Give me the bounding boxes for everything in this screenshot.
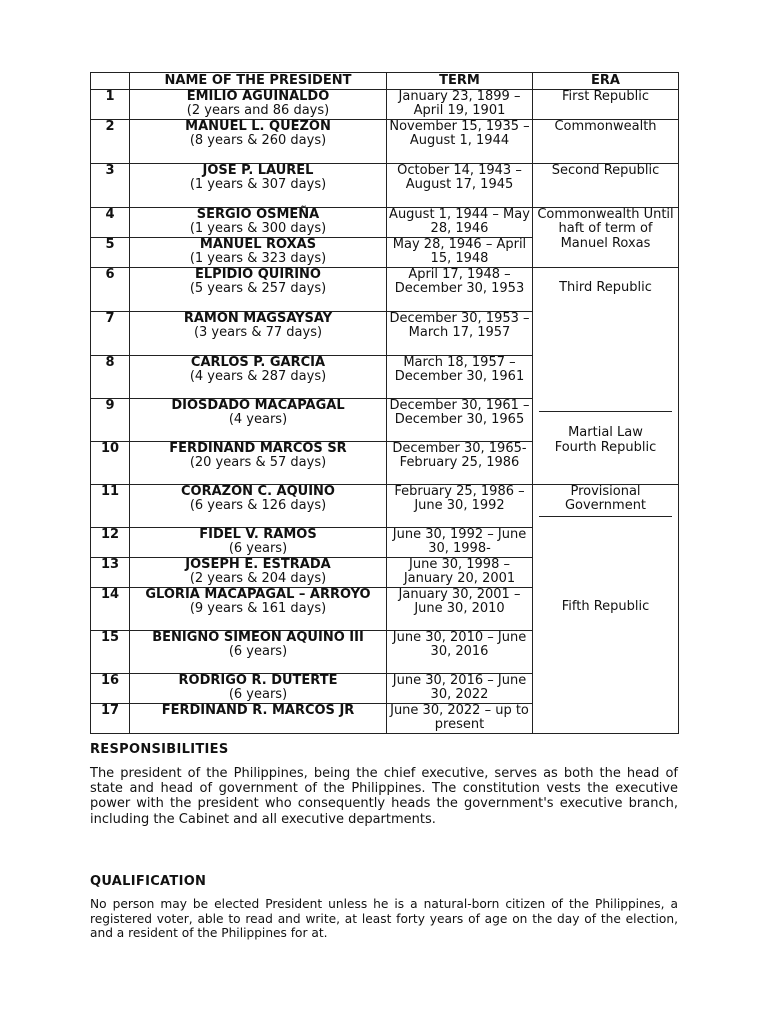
term-cell: February 25, 1986 – June 30, 1992	[387, 484, 533, 527]
qualification-paragraph: No person may be elected President unless he is a natural-born citizen of the Philippines, a registered voter, able to read and write, at least forty years of age on the day of the election, and a resident of the Philippines for at.	[90, 897, 678, 940]
table-row	[91, 267, 679, 311]
era-divider	[539, 516, 672, 517]
term-cell: May 28, 1946 – April 15, 1948	[387, 237, 533, 267]
term-cell: June 30, 1998 – January 20, 2001	[387, 557, 533, 587]
term-duration: (1 years & 300 days)	[189, 221, 327, 236]
president-cell	[130, 441, 387, 484]
president-cell	[130, 703, 387, 733]
president-name: DIOSDADO MACAPAGAL	[171, 397, 345, 413]
president-name: GLORIA MACAPAGAL – ARROYO	[145, 586, 371, 602]
term-cell: December 30, 1961 – December 30, 1965	[387, 398, 533, 441]
term-cell: June 30, 1992 – June 30, 1998-	[387, 527, 533, 557]
row-number: 8	[91, 355, 130, 398]
era-fifth-republic: Fifth Republic	[561, 598, 650, 614]
president-name: CARLOS P. GARCIA	[190, 354, 326, 370]
row-number: 4	[91, 207, 130, 237]
term-cell: June 30, 2010 – June 30, 2016	[387, 630, 533, 673]
row-number: 6	[91, 267, 130, 311]
row-number: 9	[91, 398, 130, 441]
term-duration: (3 years & 77 days)	[193, 325, 323, 340]
table-row	[91, 484, 679, 527]
term-duration: (1 years & 323 days)	[189, 251, 327, 266]
table-row	[91, 163, 679, 207]
presidents-table	[90, 72, 679, 734]
term-cell: December 30, 1953 – March 17, 1957	[387, 311, 533, 355]
president-name: ELPIDIO QUIRINO	[195, 266, 321, 282]
president-name: FERDINAND R. MARCOS JR	[161, 702, 355, 718]
president-cell	[130, 119, 387, 163]
term-duration: (4 years)	[228, 412, 288, 427]
president-cell	[130, 267, 387, 311]
header-name: NAME OF THE PRESIDENT	[130, 73, 387, 90]
table-row	[91, 89, 679, 119]
president-cell	[130, 673, 387, 703]
president-cell	[130, 207, 387, 237]
president-name: FERDINAND MARCOS SR	[169, 440, 347, 456]
president-name: JOSE P. LAUREL	[202, 162, 314, 178]
president-cell	[130, 237, 387, 267]
term-duration: (2 years and 86 days)	[186, 103, 330, 118]
president-cell	[130, 484, 387, 527]
term-duration: (6 years)	[228, 644, 288, 659]
president-cell	[130, 587, 387, 630]
president-cell	[130, 398, 387, 441]
term-cell: December 30, 1965- February 25, 1986	[387, 441, 533, 484]
term-duration: (5 years & 257 days)	[189, 281, 327, 296]
row-number: 14	[91, 587, 130, 630]
president-name: MANUEL L. QUEZON	[185, 118, 331, 134]
president-cell	[130, 630, 387, 673]
president-cell	[130, 527, 387, 557]
row-number: 5	[91, 237, 130, 267]
president-name: SERGIO OSMEÑA	[196, 206, 320, 222]
president-name: JOSEPH E. ESTRADA	[185, 556, 331, 572]
term-duration: (9 years & 161 days)	[189, 601, 327, 616]
row-number: 12	[91, 527, 130, 557]
era-cell: First Republic	[533, 89, 679, 119]
president-cell	[130, 163, 387, 207]
row-number: 15	[91, 630, 130, 673]
era-cell-group-third-fourth	[533, 267, 679, 484]
row-number: 10	[91, 441, 130, 484]
president-cell	[130, 311, 387, 355]
term-cell: April 17, 1948 – December 30, 1953	[387, 267, 533, 311]
era-provisional-government: Provisional Government	[564, 483, 647, 513]
header-term: TERM	[387, 73, 533, 90]
term-cell: October 14, 1943 – August 17, 1945	[387, 163, 533, 207]
term-cell: August 1, 1944 – May 28, 1946	[387, 207, 533, 237]
term-duration: (1 years & 307 days)	[189, 177, 327, 192]
qualification-heading: QUALIFICATION	[90, 874, 207, 889]
responsibilities-heading: RESPONSIBILITIES	[90, 742, 229, 757]
header-era: ERA	[533, 73, 679, 90]
president-name: BENIGNO SIMEON AQUINO III	[152, 629, 364, 645]
president-name: RODRIGO R. DUTERTE	[178, 672, 338, 688]
header-number	[91, 73, 130, 90]
era-divider	[539, 411, 672, 412]
era-third-republic: Third Republic	[559, 279, 652, 295]
term-duration: (20 years & 57 days)	[189, 455, 327, 470]
table-header-row	[91, 73, 679, 90]
term-duration: (6 years)	[228, 541, 288, 556]
era-cell: Second Republic	[533, 163, 679, 207]
president-name: FIDEL V. RAMOS	[199, 526, 317, 542]
term-duration: (8 years & 260 days)	[189, 133, 327, 148]
president-cell	[130, 557, 387, 587]
row-number: 11	[91, 484, 130, 527]
president-cell	[130, 89, 387, 119]
term-duration: (4 years & 287 days)	[189, 369, 327, 384]
term-duration: (6 years)	[228, 687, 288, 702]
row-number: 3	[91, 163, 130, 207]
row-number: 17	[91, 703, 130, 733]
row-number: 13	[91, 557, 130, 587]
table-row	[91, 119, 679, 163]
row-number: 16	[91, 673, 130, 703]
table-row	[91, 207, 679, 237]
era-cell: Commonwealth Until haft of term of Manuel Roxas	[533, 207, 679, 267]
era-cell-group-provisional-fifth	[533, 484, 679, 733]
term-cell: June 30, 2022 – up to present	[387, 703, 533, 733]
president-name: MANUEL ROXAS	[199, 236, 317, 252]
term-cell: March 18, 1957 – December 30, 1961	[387, 355, 533, 398]
responsibilities-paragraph: The president of the Philippines, being the chief executive, serves as both the head of state and head of government of the Philippines. The constitution vests the executive power with the president who consequently heads the government's executive branch, including the Cabinet and all executive departments.	[90, 766, 678, 827]
term-cell: January 30, 2001 – June 30, 2010	[387, 587, 533, 630]
president-name: CORAZON C. AQUINO	[181, 483, 335, 499]
era-martial-law: Martial Law	[568, 424, 643, 440]
term-cell: January 23, 1899 – April 19, 1901	[387, 89, 533, 119]
era-fourth-republic: Fourth Republic	[554, 439, 657, 455]
term-cell: November 15, 1935 – August 1, 1944	[387, 119, 533, 163]
era-cell: Commonwealth	[533, 119, 679, 163]
row-number: 1	[91, 89, 130, 119]
president-name: RAMON MAGSAYSAY	[183, 310, 333, 326]
president-cell	[130, 355, 387, 398]
term-duration: (2 years & 204 days)	[189, 571, 327, 586]
row-number: 7	[91, 311, 130, 355]
term-duration: (6 years & 126 days)	[189, 498, 327, 513]
president-name: EMILIO AGUINALDO	[186, 88, 330, 104]
term-cell: June 30, 2016 – June 30, 2022	[387, 673, 533, 703]
row-number: 2	[91, 119, 130, 163]
